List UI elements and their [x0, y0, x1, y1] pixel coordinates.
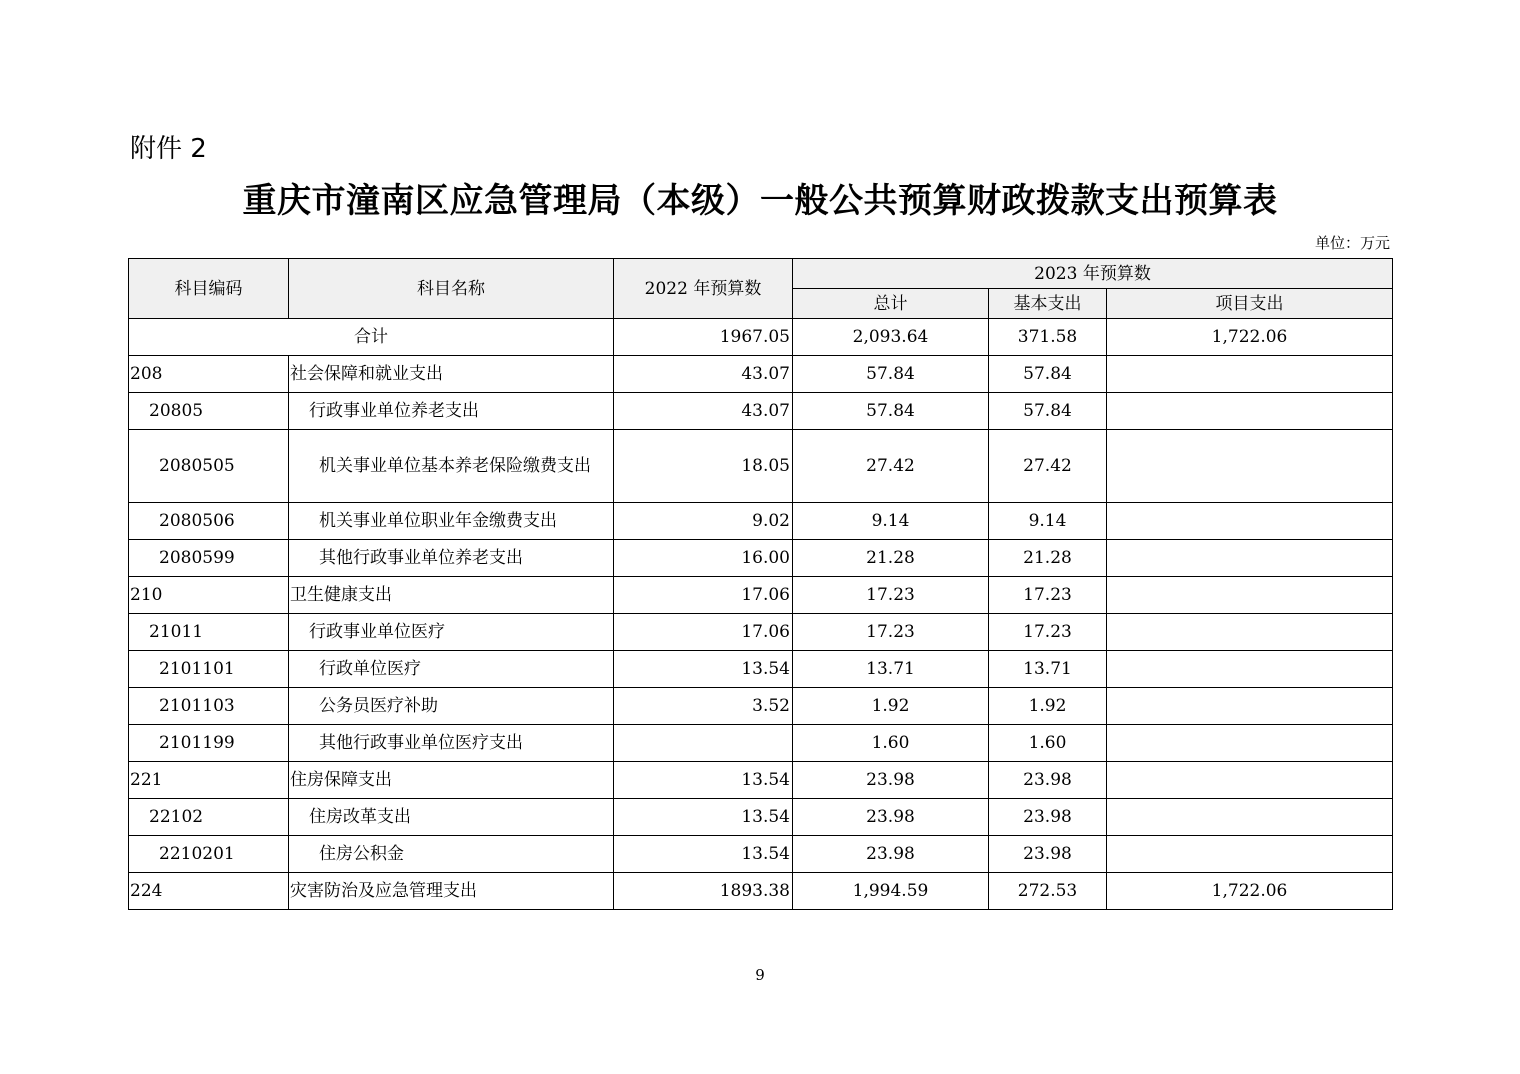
row-budget-2022: 3.52: [614, 688, 793, 725]
row-total: 17.23: [793, 614, 989, 651]
row-code: 2101101: [129, 651, 289, 688]
attachment-label: 附件 2: [130, 134, 207, 164]
row-name: 行政事业单位医疗: [289, 614, 614, 651]
row-project: [1107, 540, 1393, 577]
row-project: [1107, 725, 1393, 762]
header-basic: 基本支出: [989, 289, 1107, 319]
row-name: 住房改革支出: [289, 799, 614, 836]
row-basic: 23.98: [989, 836, 1107, 873]
row-total: 57.84: [793, 356, 989, 393]
header-name: 科目名称: [289, 259, 614, 319]
table-row: [129, 393, 1393, 430]
row-budget-2022: 17.06: [614, 577, 793, 614]
row-budget-2022: 43.07: [614, 356, 793, 393]
budget-table: [128, 258, 1393, 910]
header-code: 科目编码: [129, 259, 289, 319]
row-budget-2022: 9.02: [614, 503, 793, 540]
table-row: [129, 503, 1393, 540]
row-basic: 1.60: [989, 725, 1107, 762]
row-name: 灾害防治及应急管理支出: [289, 873, 614, 910]
row-basic: 57.84: [989, 393, 1107, 430]
row-budget-2022: 43.07: [614, 393, 793, 430]
table-row: [129, 577, 1393, 614]
row-project: [1107, 577, 1393, 614]
row-total: 27.42: [793, 430, 989, 503]
row-basic: 21.28: [989, 540, 1107, 577]
table-row: [129, 356, 1393, 393]
row-basic: 272.53: [989, 873, 1107, 910]
row-total: 1.92: [793, 688, 989, 725]
row-budget-2022: 18.05: [614, 430, 793, 503]
row-basic: 23.98: [989, 799, 1107, 836]
table-row: [129, 614, 1393, 651]
row-budget-2022: [614, 725, 793, 762]
row-budget-2022: 13.54: [614, 836, 793, 873]
row-name: 机关事业单位基本养老保险缴费支出: [289, 430, 614, 503]
row-budget-2022: 1893.38: [614, 873, 793, 910]
row-basic: 17.23: [989, 577, 1107, 614]
row-name: 其他行政事业单位养老支出: [289, 540, 614, 577]
row-code: 21011: [129, 614, 289, 651]
header-total: 总计: [793, 289, 989, 319]
row-project: [1107, 430, 1393, 503]
row-basic: 13.71: [989, 651, 1107, 688]
row-project: [1107, 762, 1393, 799]
row-total: 13.71: [793, 651, 989, 688]
row-project: [1107, 356, 1393, 393]
row-name: 公务员医疗补助: [289, 688, 614, 725]
row-budget-2022: 13.54: [614, 799, 793, 836]
table-row: [129, 540, 1393, 577]
row-code: 22102: [129, 799, 289, 836]
row-budget-2022: 17.06: [614, 614, 793, 651]
unit-label: 单位：万元: [1314, 234, 1390, 252]
row-name: 行政事业单位养老支出: [289, 393, 614, 430]
table-row: [129, 799, 1393, 836]
row-project: 1,722.06: [1107, 873, 1393, 910]
header-project: 项目支出: [1107, 289, 1393, 319]
table-header: [129, 259, 1393, 319]
row-basic: 17.23: [989, 614, 1107, 651]
header-budget-2022: 2022 年预算数: [614, 259, 793, 319]
total-total: 2,093.64: [793, 319, 989, 356]
row-total: 23.98: [793, 836, 989, 873]
row-name: 机关事业单位职业年金缴费支出: [289, 503, 614, 540]
row-basic: 23.98: [989, 762, 1107, 799]
row-code: 20805: [129, 393, 289, 430]
row-name: 卫生健康支出: [289, 577, 614, 614]
row-basic: 9.14: [989, 503, 1107, 540]
total-row: [129, 319, 1393, 356]
row-total: 23.98: [793, 762, 989, 799]
row-project: [1107, 651, 1393, 688]
row-basic: 27.42: [989, 430, 1107, 503]
row-project: [1107, 503, 1393, 540]
total-project: 1,722.06: [1107, 319, 1393, 356]
row-total: 23.98: [793, 799, 989, 836]
total-label: 合计: [129, 319, 614, 356]
row-name: 住房保障支出: [289, 762, 614, 799]
row-project: [1107, 688, 1393, 725]
document-title: 重庆市潼南区应急管理局（本级）一般公共预算财政拨款支出预算表: [242, 181, 1278, 221]
table-row: [129, 762, 1393, 799]
row-basic: 57.84: [989, 356, 1107, 393]
row-total: 9.14: [793, 503, 989, 540]
header-budget-2023: 2023 年预算数: [793, 259, 1393, 289]
row-code: 2080505: [129, 430, 289, 503]
table-row: [129, 836, 1393, 873]
row-total: 21.28: [793, 540, 989, 577]
row-total: 1.60: [793, 725, 989, 762]
row-project: [1107, 799, 1393, 836]
row-code: 2101103: [129, 688, 289, 725]
table-row: [129, 873, 1393, 910]
row-code: 208: [129, 356, 289, 393]
row-budget-2022: 13.54: [614, 762, 793, 799]
table-row: [129, 430, 1393, 503]
row-project: [1107, 393, 1393, 430]
table-row: [129, 651, 1393, 688]
row-name: 行政单位医疗: [289, 651, 614, 688]
row-budget-2022: 13.54: [614, 651, 793, 688]
table-row: [129, 725, 1393, 762]
row-code: 2210201: [129, 836, 289, 873]
row-total: 57.84: [793, 393, 989, 430]
row-project: [1107, 836, 1393, 873]
row-code: 2080599: [129, 540, 289, 577]
row-code: 210: [129, 577, 289, 614]
row-code: 221: [129, 762, 289, 799]
row-budget-2022: 16.00: [614, 540, 793, 577]
table-row: [129, 688, 1393, 725]
row-basic: 1.92: [989, 688, 1107, 725]
row-total: 17.23: [793, 577, 989, 614]
total-basic: 371.58: [989, 319, 1107, 356]
row-name: 社会保障和就业支出: [289, 356, 614, 393]
row-code: 2080506: [129, 503, 289, 540]
row-name: 其他行政事业单位医疗支出: [289, 725, 614, 762]
page-number: 9: [755, 966, 765, 984]
row-code: 224: [129, 873, 289, 910]
total-budget-2022: 1967.05: [614, 319, 793, 356]
row-code: 2101199: [129, 725, 289, 762]
row-total: 1,994.59: [793, 873, 989, 910]
row-project: [1107, 614, 1393, 651]
row-name: 住房公积金: [289, 836, 614, 873]
